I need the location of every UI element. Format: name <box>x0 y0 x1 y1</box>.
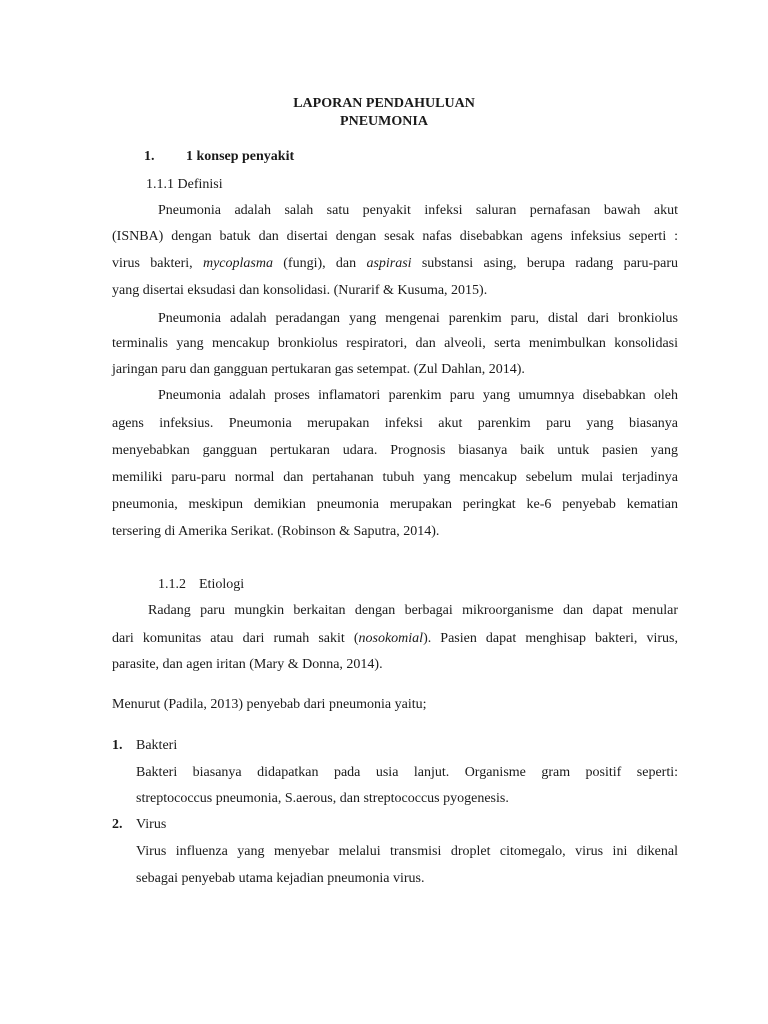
para5: Menurut (Padila, 2013) penyebab dari pneumonia yaitu; <box>112 697 427 712</box>
para4-line1: Radang paru mungkin berkaitan dengan berbagai mikroorganisme dan dapat menular <box>148 603 678 618</box>
list-item-number: 1. <box>112 738 123 753</box>
list-item-label: Virus <box>136 817 167 832</box>
para3-line3: menyebabkan gangguan pertukaran udara. Prognosis biasanya baik untuk pasien yang <box>112 443 678 458</box>
para2-line3: jaringan paru dan gangguan pertukaran gas setempat. (Zul Dahlan, 2014). <box>112 362 525 377</box>
para4-line2-text-c: ). Pasien dapat menghisap bakteri, virus, <box>423 631 678 646</box>
term-aspirasi: aspirasi <box>366 256 412 271</box>
subsection-heading-etiologi: Etiologi <box>199 577 245 592</box>
para4-line2 <box>112 630 678 648</box>
term-mycoplasma: mycoplasma <box>202 256 273 271</box>
doc-subtitle: PNEUMONIA <box>340 114 428 129</box>
para2-line1: Pneumonia adalah peradangan yang mengenai parenkim paru, distal dari bronkiolus <box>158 311 678 326</box>
subsection-number-etiologi: 1.1.2 <box>158 577 186 592</box>
para1-line3-text-e: substansi asing, berupa radang paru-paru <box>411 256 679 271</box>
para4-line3: parasite, dan agen iritan (Mary & Donna, 2014). <box>112 657 383 672</box>
para1-line3 <box>112 255 678 273</box>
list-item-number: 2. <box>112 817 123 832</box>
para3-line6: tersering di Amerika Serikat. (Robinson & Saputra, 2014). <box>112 524 440 539</box>
para3-line1: Pneumonia adalah proses inflamatori parenkim paru yang umumnya disebabkan oleh <box>158 388 678 403</box>
list-item-desc-line1: Bakteri biasanya didapatkan pada usia lanjut. Organisme gram positif seperti: <box>136 765 678 780</box>
para3-line2: agens infeksius. Pneumonia merupakan infeksi akut parenkim paru yang biasanya <box>112 416 678 431</box>
para1-line3-text-a: virus bakteri, <box>112 256 203 271</box>
list-item-desc-line1: Virus influenza yang menyebar melalui transmisi droplet citomegalo, virus ini dikenal <box>136 844 678 859</box>
para1-line3-text-c: (fungi), dan <box>272 256 367 271</box>
section-heading: 1 konsep penyakit <box>186 149 295 164</box>
para4-line2-text-a: dari komunitas atau dari rumah sakit ( <box>112 631 359 646</box>
list-item-desc-line2: sebagai penyebab utama kejadian pneumonia virus. <box>136 871 425 886</box>
para1-line4: yang disertai eksudasi dan konsolidasi. (Nurarif & Kusuma, 2015). <box>112 283 488 298</box>
section-number: 1. <box>144 149 155 164</box>
doc-title: LAPORAN PENDAHULUAN <box>293 96 475 111</box>
subsection-heading-definisi: 1.1.1 Definisi <box>146 177 223 192</box>
para1-line1: Pneumonia adalah salah satu penyakit infeksi saluran pernafasan bawah akut <box>158 203 678 218</box>
list-item-label: Bakteri <box>136 738 178 753</box>
para3-line5: pneumonia, meskipun demikian pneumonia merupakan peringkat ke-6 penyebab kematian <box>112 497 678 512</box>
list-item-desc-line2: streptococcus pneumonia, S.aerous, dan streptococcus pyogenesis. <box>136 791 509 806</box>
para2-line2: terminalis yang mencakup bronkiolus respiratori, dan alveoli, serta menimbulkan konsolidasi <box>112 336 678 351</box>
para1-line2: (ISNBA) dengan batuk dan disertai dengan sesak nafas disebabkan agens infeksius seperti : <box>112 229 678 244</box>
term-nosokomial: nosokomial <box>358 631 424 646</box>
para3-line4: memiliki paru-paru normal dan pertahanan tubuh yang mencakup sebelum mulai terjadinya <box>112 470 678 485</box>
